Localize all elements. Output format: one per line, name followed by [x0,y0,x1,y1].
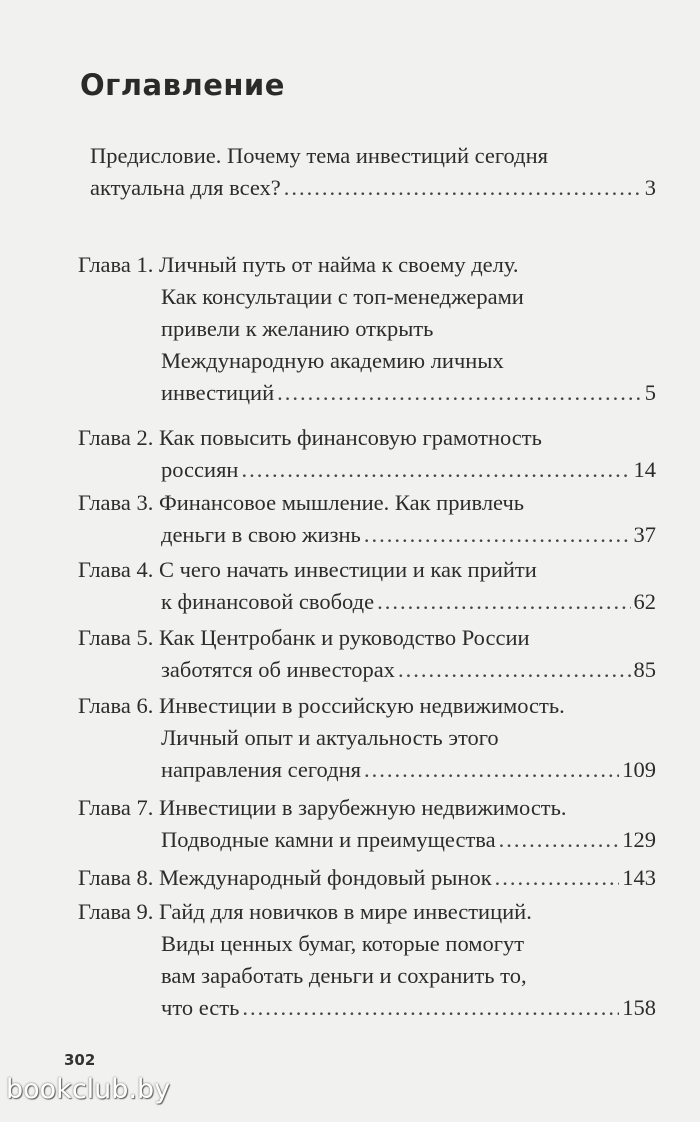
toc-line-text: Международную академию личных [161,348,504,373]
toc-line-text: вам заработать деньги и сохранить то, [161,963,527,988]
toc-line-text: Личный опыт и актуальность этого [161,725,499,750]
dot-leader [364,519,631,551]
toc-entry [78,862,656,894]
toc-entry [78,690,656,786]
toc-line [78,690,656,722]
dot-leader [499,824,620,856]
toc-line-text: Глава 2. Как повысить финансовую грамотность [78,425,542,450]
toc-line [78,454,656,486]
toc-line-text: Глава 8. Международный фондовый рынок [78,865,492,890]
toc-page-number: 143 [622,865,656,890]
toc-line [78,172,656,204]
toc-line-text: деньги в свою жизнь [161,522,361,547]
toc-page-number: 14 [633,457,656,482]
toc-line [78,487,656,519]
toc-page-number: 158 [622,995,656,1020]
dot-leader [364,754,619,786]
toc-line [78,519,656,551]
toc-line-text: что есть [161,995,240,1020]
toc-line [78,586,656,618]
toc-line [78,554,656,586]
toc-entry [78,487,656,551]
toc-line-text: Как консультации с топ-менеджерами [161,284,524,309]
toc-entry [78,249,656,409]
toc-line [78,824,656,856]
toc-line [78,754,656,786]
toc-line [78,654,656,686]
toc-page-number: 3 [644,175,656,200]
toc-line [78,992,656,1024]
toc-line [78,313,656,345]
toc-line [78,140,656,172]
toc-page-number: 109 [622,757,656,782]
toc-line-text: инвестиций [161,380,275,405]
toc-line-text: Глава 4. С чего начать инвестиции и как прийти [78,557,537,582]
toc-page-number: 37 [633,522,656,547]
toc-line [78,622,656,654]
toc-line [78,281,656,313]
toc-line [78,249,656,281]
dot-leader [284,172,642,204]
toc-line [78,862,656,894]
toc-line [78,792,656,824]
toc-line-text: Подводные камни и преимущества [161,827,496,852]
toc-entry [78,422,656,486]
toc-entry [78,896,656,1024]
toc-line-text: Предисловие. Почему тема инвестиций сегодня [90,143,548,168]
toc-page-number: 129 [622,827,656,852]
toc-line [78,422,656,454]
dot-leader [377,586,630,618]
toc-page-number: 85 [633,657,656,682]
dot-leader [277,377,642,409]
toc-line-text: Глава 5. Как Центробанк и руководство России [78,625,530,650]
toc-line [78,722,656,754]
toc-line-text: россиян [161,457,239,482]
toc-line-text: Глава 6. Инвестиции в российскую недвижимость. [78,693,565,718]
toc-line-text: Глава 3. Финансовое мышление. Как привлечь [78,490,525,515]
toc-page-number: 62 [633,589,656,614]
toc-line-text: Глава 7. Инвестиции в зарубежную недвижимость. [78,795,567,820]
toc-line [78,345,656,377]
toc-entry [78,622,656,686]
toc-entry [78,792,656,856]
toc-line [78,960,656,992]
toc-line-text: привели к желанию открыть [161,316,434,341]
toc-line-text: Виды ценных бумаг, которые помогут [161,931,525,956]
toc-line-text: Глава 9. Гайд для новичков в мире инвестиций. [78,899,532,924]
toc-line [78,928,656,960]
toc-entry [78,554,656,618]
toc-line-text: направления сегодня [161,757,361,782]
toc-line-text: Глава 1. Личный путь от найма к своему делу. [78,252,519,277]
watermark-logo: bookclub.by [6,1074,171,1105]
toc-heading: Оглавление [80,68,285,102]
toc-line-text: заботятся об инвесторах [161,657,395,682]
dot-leader [242,992,619,1024]
dot-leader [398,654,631,686]
toc-line-text: актуальна для всех? [90,175,281,200]
dot-leader [241,454,630,486]
toc-entry [78,140,656,204]
toc-line [78,896,656,928]
toc-line [78,377,656,409]
dot-leader [495,862,620,894]
page-number: 302 [64,1051,96,1069]
toc-line-text: к финансовой свободе [161,589,375,614]
toc-page-number: 5 [644,380,656,405]
